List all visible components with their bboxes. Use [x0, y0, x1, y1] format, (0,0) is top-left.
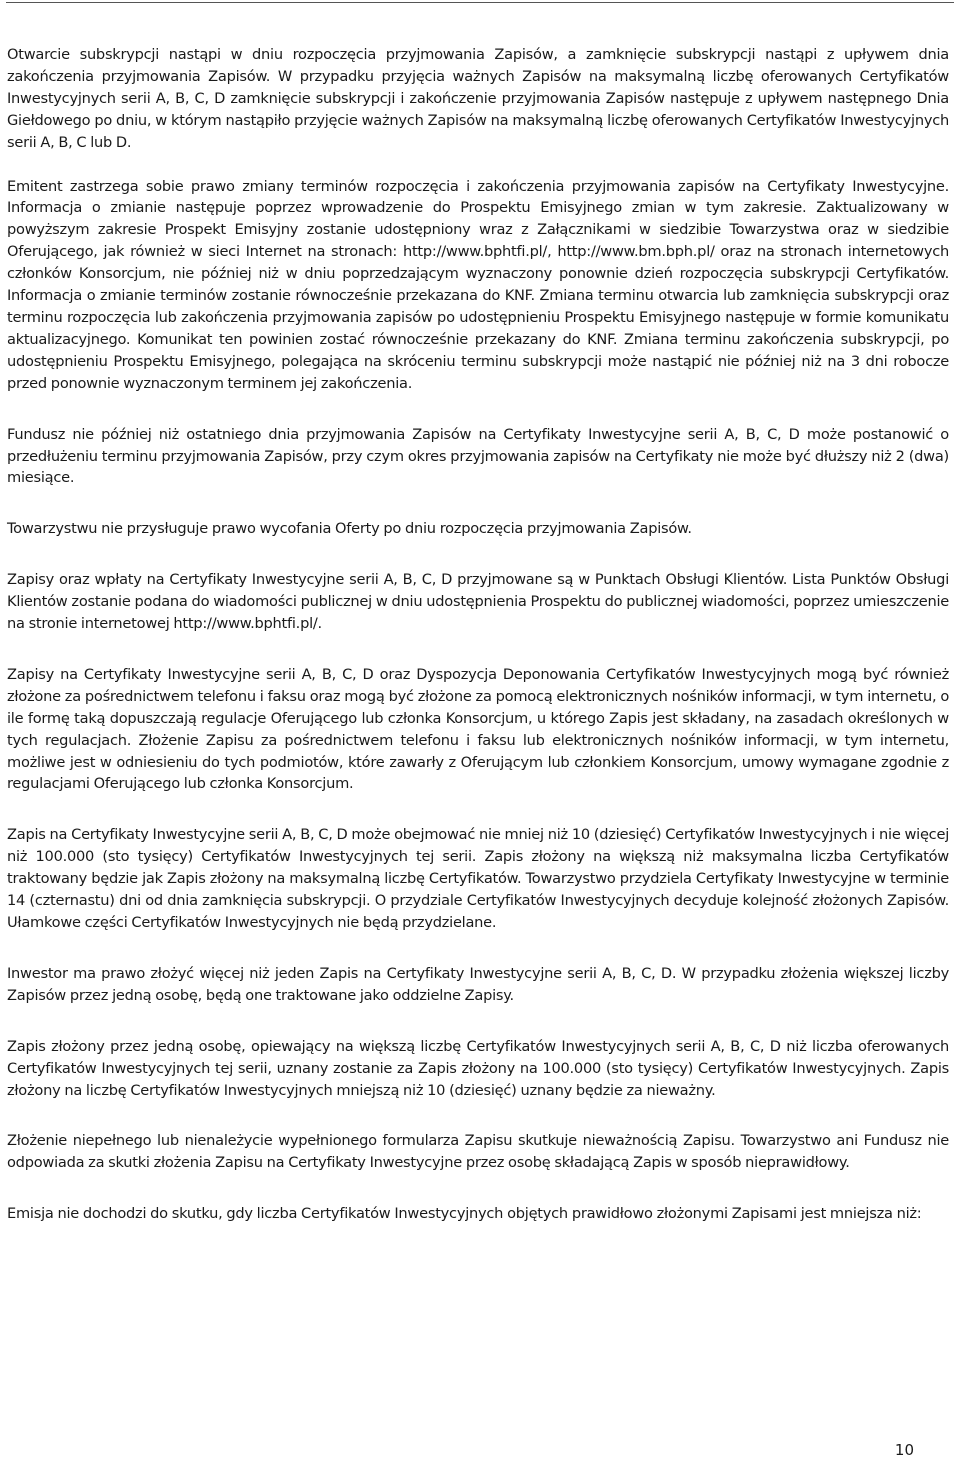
paragraph-customer-service-points: Zapisy oraz wpłaty na Certyfikaty Inwestycyjne serii A, B, C, D przyjmowane są w Punktach Obsługi Klientów. Lista Punktów Obsługi Klientów zostanie podana do wiadomości publicznej w dniu udostępnienia Prospektu do publicznej wiadomości, poprzez umieszczenie na stronie internetowej http://www.bphtfi.pl/.	[7, 571, 949, 633]
paragraph-offer-withdrawal: Towarzystwu nie przysługuje prawo wycofania Oferty po dniu rozpoczęcia przyjmowania Zapisów.	[7, 520, 692, 538]
paragraph-schedule-changes: Emitent zastrzega sobie prawo zmiany terminów rozpoczęcia i zakończenia przyjmowania zapisów na Certyfikaty Inwestycyjne. Informacja o zmianie następuje poprzez wprowadzenie do Prospektu Emisyjnego zmian w tym zakresie. Zaktualizowany w powyższym zakresie Prospekt Emisyjny zostanie udostępniony wraz z Załącznikami w siedzibie Towarzystwa oraz w siedzibie Oferującego, jak również w sieci Internet na stronach: http://www.bphtfi.pl/, http://www.bm.bph.pl/ oraz na stronach internetowych członków Konsorcjum, nie później niż w dniu poprzedzającym wyznaczony ponownie dzień rozpoczęcia subskrypcji Certyfikatów. Informacja o zmianie terminów zostanie równocześnie przekazana do KNF. Zmiana terminu otwarcia lub zamknięcia subskrypcji oraz terminu rozpoczęcia lub zakończenia przyjmowania zapisów po udostępnieniu Prospektu Emisyjnego następuje w formie komunikatu aktualizacyjnego. Komunikat ten powinien zostać równocześnie przekazany do KNF. Zmiana terminu zakończenia subskrypcji, po udostępnieniu Prospektu Emisyjnego, polegająca na skróceniu terminu subskrypcji może nastąpić nie później niż na 3 dni robocze przed ponownie wyznaczonym terminem jej zakończenia.	[7, 177, 949, 392]
paragraph-subscription-limits: Zapis na Certyfikaty Inwestycyjne serii A, B, C, D może obejmować nie mniej niż 10 (dziesięć) Certyfikatów Inwestycyjnych i nie więcej niż 100.000 (sto tysięcy) Certyfikatów Inwestycyjnych tej serii. Zapis złożony na większą niż maksymalna liczba Certyfikatów traktowany będzie jak Zapis złożony na maksymalną liczbę Certyfikatów. Towarzystwo przydziela Certyfikaty Inwestycyjne w terminie 14 (czternastu) dni od dnia zamknięcia subskrypcji. O przydziale Certyfikatów Inwestycyjnych decyduje kolejność złożonych Zapisów. Ułamkowe części Certyfikatów Inwestycyjnych nie będą przydzielane.	[7, 826, 949, 931]
page-number: 10	[894, 1441, 914, 1459]
document-body	[7, 44, 949, 1225]
paragraph-invalid-form: Złożenie niepełnego lub nienależycie wypełnionego formularza Zapisu skutkuje nieważnością Zapisu. Towarzystwo ani Fundusz nie odpowiada za skutki złożenia Zapisu na Certyfikaty Inwestycyjne przez osobę składającą Zapis w sposób nieprawidłowy.	[7, 1132, 949, 1172]
paragraph-remote-subscriptions: Zapisy na Certyfikaty Inwestycyjne serii A, B, C, D oraz Dyspozycja Deponowania Certyfikatów Inwestycyjnych mogą być również złożone za pośrednictwem telefonu i faksu oraz mogą być złożone za pomocą elektronicznych nośników informacji, w tym internetu, o ile formę taką dopuszczają regulacje Oferującego lub członka Konsorcjum, u którego Zapis jest składany, na zasadach określonych w tych regulacjach. Złożenie Zapisu za pośrednictwem telefonu i faksu lub elektronicznych nośników informacji, w tym internetu, możliwe jest w odniesieniu do tych podmiotów, które zawarły z Oferującym lub członkiem Konsorcjum, umowy wymagane zgodnie z regulacjami Oferującego lub członka Konsorcjum.	[7, 665, 949, 793]
paragraph-extension: Fundusz nie później niż ostatniego dnia przyjmowania Zapisów na Certyfikaty Inwestycyjne serii A, B, C, D może postanowić o przedłużeniu terminu przyjmowania Zapisów, przy czym okres przyjmowania zapisów na Certyfikaty nie może być dłuższy niż 2 (dwa) miesiące.	[7, 425, 949, 487]
top-rule	[6, 2, 954, 3]
paragraph-issue-failure: Emisja nie dochodzi do skutku, gdy liczba Certyfikatów Inwestycyjnych objętych prawidłowo złożonymi Zapisami jest mniejsza niż:	[7, 1205, 922, 1223]
paragraph-excess-subscription: Zapis złożony przez jedną osobę, opiewający na większą liczbę Certyfikatów Inwestycyjnych serii A, B, C, D niż liczba oferowanych Certyfikatów Inwestycyjnych tej serii, uznany zostanie za Zapis złożony na 100.000 (sto tysięcy) Certyfikatów Inwestycyjnych. Zapis złożony na liczbę Certyfikatów Inwestycyjnych mniejszą niż 10 (dziesięć) uznany będzie za nieważny.	[7, 1037, 949, 1099]
paragraph-multiple-subscriptions: Inwestor ma prawo złożyć więcej niż jeden Zapis na Certyfikaty Inwestycyjne serii A, B, C, D. W przypadku złożenia większej liczby Zapisów przez jedną osobę, będą one traktowane jako oddzielne Zapisy.	[7, 964, 949, 1004]
paragraph-subscription-dates: Otwarcie subskrypcji nastąpi w dniu rozpoczęcia przyjmowania Zapisów, a zamknięcie subskrypcji nastąpi z upływem dnia zakończenia przyjmowania Zapisów. W przypadku przyjęcia ważnych Zapisów na maksymalną liczbę oferowanych Certyfikatów Inwestycyjnych serii A, B, C, D zamknięcie subskrypcji i zakończenie przyjmowania Zapisów następuje z upływem następnego Dnia Giełdowego po dniu, w którym nastąpiło przyjęcie ważnych Zapisów na maksymalną liczbę oferowanych Certyfikatów Inwestycyjnych serii A, B, C lub D.	[7, 46, 949, 151]
